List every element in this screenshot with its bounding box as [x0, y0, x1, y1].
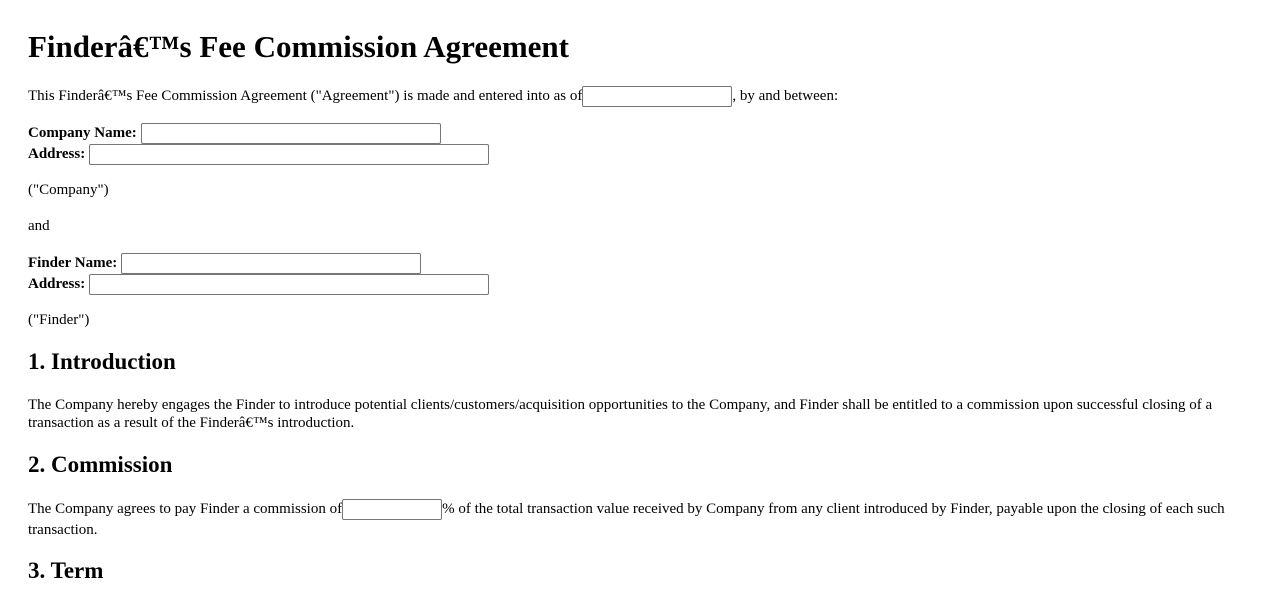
intro-text-before: This Finderâ€™s Fee Commission Agreement ("Agreement") is made and entered into as of: [28, 88, 583, 104]
company-name-input[interactable]: [141, 123, 441, 144]
company-address-input[interactable]: [89, 144, 489, 165]
commission-text-after: % of the total transaction value received by Company from any client introduced by Finder, payable upon the closing of each such transaction.: [28, 501, 1225, 539]
commission-percent-input[interactable]: [342, 499, 442, 520]
intro-text-after: , by and between:: [732, 88, 839, 104]
page-title: Finderâ€™s Fee Commission Agreement: [28, 29, 569, 64]
company-name-row: [28, 123, 1238, 144]
intro-paragraph: [28, 86, 1238, 107]
section-term-heading: 3. Term: [28, 558, 104, 583]
section-introduction-heading: 1. Introduction: [28, 349, 176, 374]
company-address-label: Address:: [28, 146, 86, 162]
company-address-row: [28, 144, 1238, 165]
commission-text-before: The Company agrees to pay Finder a commission of: [28, 501, 343, 517]
agreement-date-input[interactable]: [582, 86, 732, 107]
company-name-label: Company Name:: [28, 125, 137, 141]
finder-address-row: [28, 274, 1238, 295]
finder-role-text: ("Finder"): [28, 312, 90, 328]
finder-address-input[interactable]: [89, 274, 489, 295]
section-commission-body: [28, 499, 1238, 540]
finder-address-label: Address:: [28, 276, 86, 292]
section-commission-heading: 2. Commission: [28, 452, 173, 477]
and-text: and: [28, 218, 50, 234]
finder-name-row: [28, 253, 1238, 274]
company-role-text: ("Company"): [28, 182, 109, 198]
finder-name-input[interactable]: [121, 253, 421, 274]
section-introduction-body: The Company hereby engages the Finder to introduce potential clients/customers/acquisition opportunities to the Company, and Finder shall be entitled to a commission upon successful closing of a transaction as a result of the Finderâ€™s introduction.: [28, 397, 1213, 431]
finder-name-label: Finder Name:: [28, 255, 118, 271]
